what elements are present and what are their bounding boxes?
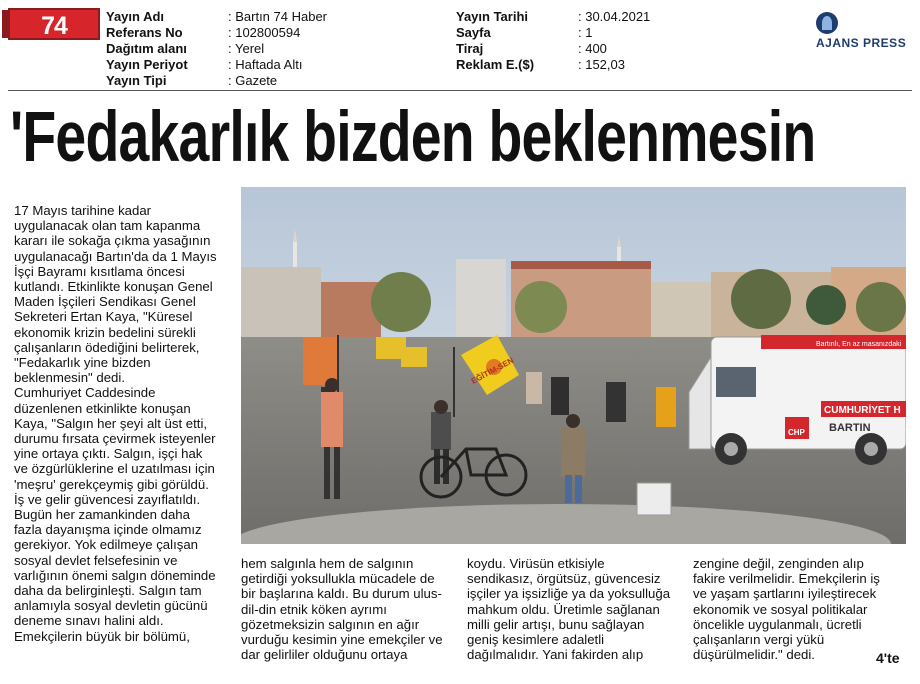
text-line: mahkum oldu. Üretimle sağlanan — [467, 601, 660, 617]
text-line: öncelikle uygulanmalı, ücretli — [693, 616, 862, 632]
meta-value: : Gazete — [228, 73, 278, 88]
text-line: geniş kesimlere adaletli — [467, 632, 605, 648]
text-line: uygulanacak olan tam kapanma — [14, 218, 201, 234]
ajans-press-name: AJANS PRESS — [816, 36, 907, 50]
newspaper-logo: 74 HABER — [8, 8, 100, 40]
text-line: 'meşru' gerekçeymiş gibi görüldü. — [14, 476, 209, 492]
text-line: getirdiği yoksullukla mücadele de — [241, 571, 435, 587]
text-line: beklenmesin" dedi. — [14, 370, 125, 386]
photo-scene — [241, 187, 906, 544]
text-line: 17 Mayıs tarihine kadar — [14, 203, 152, 218]
van-top-text: Bartınlı, En az masanızdaki — [816, 341, 902, 348]
text-line: milli gelir artışı, bunu sağlayan — [467, 616, 645, 632]
text-line: hem salgınla hem de salgının — [241, 556, 414, 571]
text-line: bir başlarına kaldı. Bu durum ulus- — [241, 586, 442, 602]
text-line: düşürülmelidir." dedi. — [693, 647, 815, 663]
text-line: dar gelirliler olduğunu ortaya — [241, 647, 408, 663]
text-line: varlığının önemi salgın döneminde — [14, 567, 216, 583]
text-line: daha da belirginleşti. Salgın tam — [14, 583, 202, 599]
text-line: vurduğu kesimin yine emekçiler ve — [241, 632, 443, 648]
article-column-1 — [14, 203, 240, 644]
van-text-2: BARTIN — [829, 422, 871, 434]
text-line: "Fedakarlık yine bizden — [14, 355, 151, 371]
text-line: koydu. Virüsün etkisiyle — [467, 556, 605, 571]
meta-value: : 102800594 — [228, 25, 301, 40]
text-line: kararı ile sokağa çıkma yasağının — [14, 233, 211, 249]
text-line: gözetmeksizin salgının en ağır — [241, 616, 420, 632]
text-line: ekonomik ve sosyal politikalar — [693, 601, 868, 617]
flag-text: EĞİTİM-SEN — [469, 355, 516, 386]
text-line: durumu fırsata çevirmek isteyenler — [14, 431, 216, 447]
article-photo — [241, 187, 906, 544]
article-column-3 — [467, 556, 689, 662]
meta-value: : 1 — [578, 25, 593, 40]
meta-label: Sayfa — [456, 25, 491, 40]
ajans-press-globe-highlight — [822, 16, 832, 30]
meta-label: Yayın Tarihi — [456, 9, 529, 24]
text-line: çalışanların ödediğini belirterek, — [14, 339, 200, 355]
meta-value: : Haftada Altı — [228, 57, 303, 72]
text-line: Sekreteri Ertan Kaya, "Küresel — [14, 309, 193, 325]
text-line: fakire verilmelidir. Emekçilerin iş — [693, 571, 880, 587]
text-line: deneme sınavı halini aldı. — [14, 613, 164, 629]
header-rule — [8, 90, 912, 91]
text-line: dağılmalıdır. Yani fakirden alıp — [467, 647, 644, 663]
meta-value: : 30.04.2021 — [578, 9, 651, 24]
continued-page-ref: 4'te — [876, 650, 900, 666]
meta-label: Yayın Periyot — [106, 57, 188, 72]
text-line: yine ortaya çıktı. Salgın, işçi hak — [14, 446, 203, 462]
text-line: düzenlenen etkinlikte konuşan — [14, 400, 191, 416]
text-line: sosyal devlet felsefesinin ve — [14, 552, 178, 568]
text-line: dil-din etnik köken ayrımı — [241, 601, 387, 617]
meta-label: Referans No — [106, 25, 183, 40]
text-line: Kaya, "Salgın her şeyi alt üst etti, — [14, 415, 208, 431]
text-line: ve özgürlüklerine el uzatılması için — [14, 461, 215, 477]
text-line: Emekçilerin büyük bir bölümü, — [14, 628, 190, 644]
text-line: işçiler ya işsizliğe ya da yoksulluğa — [467, 586, 671, 602]
article-column-4 — [693, 556, 913, 662]
text-line: gerekiyor. Yok edilmeye çalışan — [14, 537, 198, 553]
text-line: Maden İşçileri Sendikası Genel — [14, 294, 196, 310]
meta-label: Reklam E.($) — [456, 57, 535, 72]
meta-label: Yayın Tipi — [106, 73, 167, 88]
text-line: anlamıyla sosyal devletin gücünü — [14, 598, 208, 614]
text-line: çalışanların vergi yükü — [693, 632, 825, 648]
meta-value: : 400 — [578, 41, 607, 56]
meta-value: : Bartın 74 Haber — [228, 9, 327, 24]
text-line: kutlandı. Etkinlikte konuşan Genel — [14, 279, 213, 295]
meta-label: Tiraj — [456, 41, 484, 56]
article-headline: 'Fedakarlık bizden beklenmesin — [10, 98, 816, 177]
text-line: uygulanacağı Bartın'da da 1 Mayıs — [14, 248, 217, 264]
text-line: Bugün her zamankinden daha — [14, 507, 190, 523]
meta-value: : 152,03 — [578, 57, 625, 72]
meta-label: Yayın Adı — [106, 9, 165, 24]
text-line: ve yaşam şartlarını iyileştirecek — [693, 586, 877, 602]
meta-label: Dağıtım alanı — [106, 41, 187, 56]
text-line: İş ve gelir güvencesi zayıflatıldı. — [14, 491, 201, 507]
van-text-3: CHP — [788, 428, 805, 437]
van-text-1: CUMHURİYET H — [824, 405, 901, 416]
text-line: fazla dayanışma içinde olmamız — [14, 522, 202, 538]
text-line: İşçi Bayramı kısıtlama öncesi — [14, 263, 185, 279]
text-line: zengine değil, zenginden alıp — [693, 556, 864, 571]
text-line: sendikasız, örgütsüz, güvencesiz — [467, 571, 661, 587]
text-line: ekonomik krizin bedelini sürekli — [14, 324, 196, 340]
article-column-2 — [241, 556, 463, 662]
text-line: Cumhuriyet Caddesinde — [14, 385, 156, 401]
meta-value: : Yerel — [228, 41, 265, 56]
